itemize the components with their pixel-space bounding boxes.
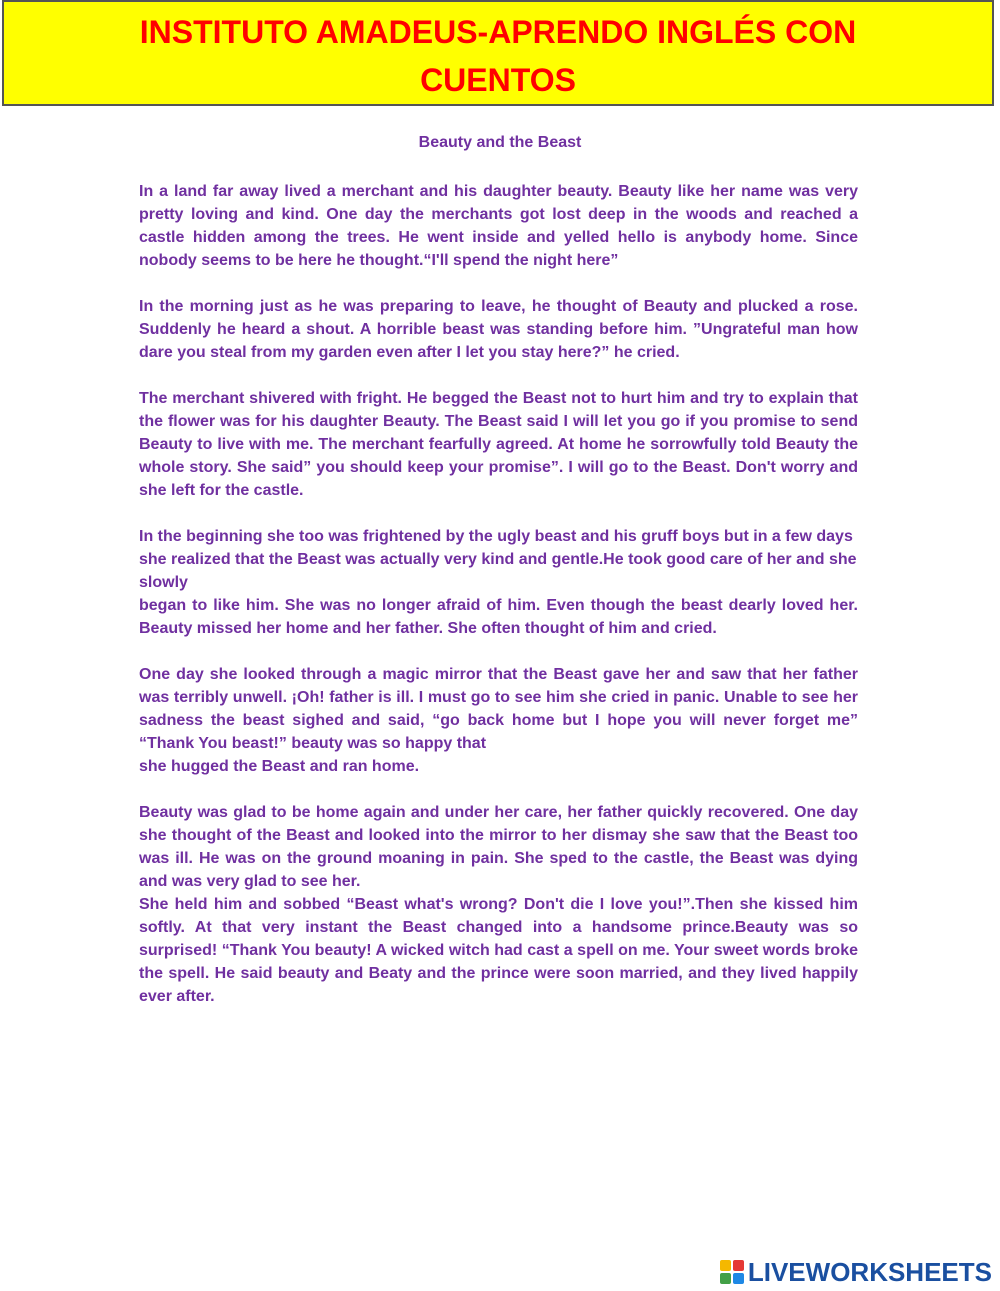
- story-paragraph: [139, 387, 858, 502]
- logo-block: [733, 1273, 744, 1284]
- story-text: She held him and sobbed “Beast what's wrong? Don't die I love you!”.Then she kissed him softly. At that very instant the Beast changed into a handsome prince.Beauty was so surprised! “Thank You beauty! A wicked witch had cast a spell on me. Your sweet words broke the spell. He said beauty and Beaty and the prince were soon married, and they lived happily ever after.: [139, 896, 858, 1005]
- logo-blocks-icon: [720, 1260, 744, 1284]
- story-title: Beauty and the Beast: [418, 134, 582, 151]
- story-paragraph: [139, 180, 858, 272]
- story-paragraph: [139, 525, 858, 640]
- story-text: In a land far away lived a merchant and his daughter beauty. Beauty like her name was very pretty loving and kind. One day the merchants got lost deep in the woods and reached a castle hidden among the trees. He went inside and yelled hello is anybody home. Since nobody seems to be here he thought.“I'll spend the night here”: [139, 183, 858, 269]
- logo-block: [720, 1260, 731, 1271]
- story-text: In the beginning she too was frightened by the ugly beast and his gruff boys but in a few days she realized that the Beast was actually very kind and gentle.He took good care of her and she slowly: [139, 528, 857, 591]
- story-text: In the morning just as he was preparing to leave, he thought of Beauty and plucked a rose. Suddenly he heard a shout. A horrible beast was standing before him. ”Ungrateful man how dare you steal from my garden even after I let you stay here?” he cried.: [139, 298, 858, 361]
- story-text: The merchant shivered with fright. He begged the Beast not to hurt him and try to explain that the flower was for his daughter Beauty. The Beast said I will let you go if you promise to send Beauty to live with me. The merchant fearfully agreed. At home he sorrowfully told Beauty the whole story. She said” you should keep your promise”. I will go to the Beast. Don't worry and she left for the castle.: [139, 390, 858, 499]
- story-paragraph: [139, 801, 858, 1008]
- header-banner: [2, 0, 994, 106]
- story-text: Beauty was glad to be home again and under her care, her father quickly recovered. One day she thought of the Beast and looked into the mirror to her dismay she saw that the Beast too was ill. He was on the ground moaning in pain. She sped to the castle, the Beast was dying and was very glad to see her.: [139, 804, 858, 890]
- header-title: INSTITUTO AMADEUS-APRENDO INGLÉS CON CUENTOS: [139, 14, 857, 98]
- story-text: One day she looked through a magic mirror that the Beast gave her and saw that her father was terribly unwell. ¡Oh! father is ill. I must go to see him she cried in panic. Unable to see her sadness the beast sighed and said, “go back home but I hope you will never forget me” “Thank You beast!” beauty was so happy that: [139, 666, 858, 752]
- liveworksheets-logo: [720, 1257, 992, 1287]
- story-paragraph: [139, 663, 858, 778]
- story-text: began to like him. She was no longer afraid of him. Even though the beast dearly loved her. Beauty missed her home and her father. She often thought of him and cried.: [139, 597, 858, 637]
- story-body: [139, 180, 858, 1031]
- story-paragraph: [139, 295, 858, 364]
- story-text: she hugged the Beast and ran home.: [139, 758, 420, 775]
- logo-block: [733, 1260, 744, 1271]
- logo-block: [720, 1273, 731, 1284]
- logo-text: LIVEWORKSHEETS: [747, 1256, 992, 1287]
